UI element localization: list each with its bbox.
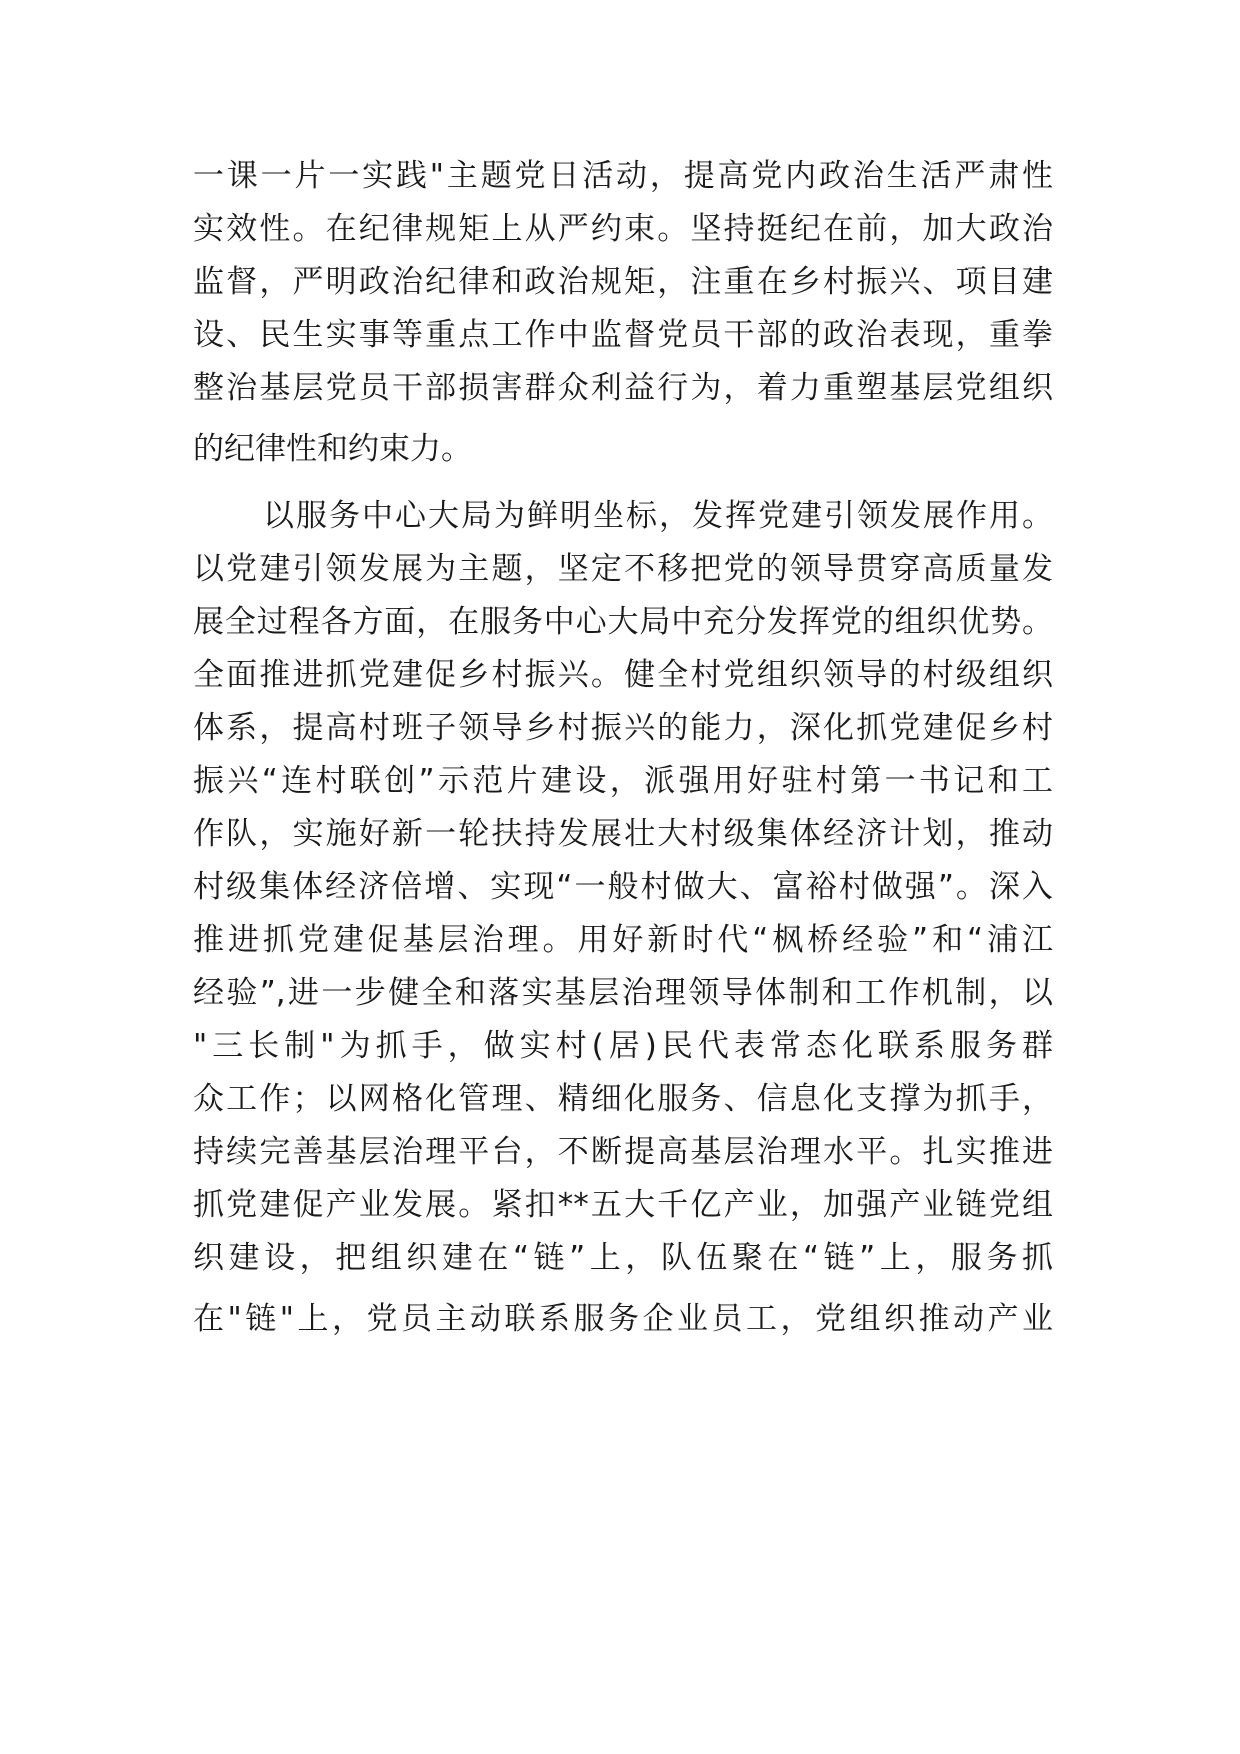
text-line: 作队，实施好新一轮扶持发展壮大村级集体经济计划，推动 [193,816,1053,852]
text-line: 展全过程各方面，在服务中心大局中充分发挥党的组织优势。 [193,604,1053,640]
text-line: 全面推进抓党建促乡村振兴。健全村党组织领导的村级组织 [193,657,1053,693]
text-line: "三长制"为抓手，做实村(居)民代表常态化联系服务群 [193,1028,1053,1064]
text-line: 持续完善基层治理平台，不断提高基层治理水平。扎实推进 [193,1134,1053,1170]
text-line: 实效性。在纪律规矩上从严约束。坚持挺纪在前，加大政治 [193,211,1053,247]
text-line: 设、民生实事等重点工作中监督党员干部的政治表现，重拳 [193,317,1053,353]
paragraph-discipline [193,150,1053,476]
text-line: 整治基层党员干部损害群众利益行为，着力重塑基层党组织 [193,370,1053,406]
text-line: 抓党建促产业发展。紧扣**五大千亿产业，加强产业链党组 [193,1187,1053,1223]
text-line: 监督，严明政治纪律和政治规矩，注重在乡村振兴、项目建 [193,264,1053,300]
paragraph-heading-line: 以服务中心大局为鲜明坐标，发挥党建引领发展作用。 [263,498,1053,534]
text-line: 在"链"上，党员主动联系服务企业员工，党组织推动产业 [193,1301,1053,1337]
text-line: 的纪律性和约束力。 [193,431,472,467]
text-line: 村级集体经济倍增、实现“一般村做大、富裕村做强”。深入 [193,869,1053,905]
text-line: 经验”,进一步健全和落实基层治理领导体制和工作机制，以 [193,975,1053,1011]
text-line: 体系，提高村班子领导乡村振兴的能力，深化抓党建促乡村 [193,710,1053,746]
text-line: 以党建引领发展为主题，坚定不移把党的领导贯穿高质量发 [193,551,1053,587]
text-line: 一课一片一实践"主题党日活动，提高党内政治生活严肃性 [193,158,1053,194]
text-line: 众工作；以网格化管理、精细化服务、信息化支撑为抓手， [193,1081,1053,1117]
text-line: 推进抓党建促基层治理。用好新时代“枫桥经验”和“浦江 [193,922,1053,958]
text-line: 织建设，把组织建在“链”上，队伍聚在“链”上，服务抓 [193,1240,1053,1276]
paragraph-serve-center [193,490,1053,1346]
document-body [193,150,1053,1346]
text-line: 振兴“连村联创”示范片建设，派强用好驻村第一书记和工 [193,763,1053,799]
